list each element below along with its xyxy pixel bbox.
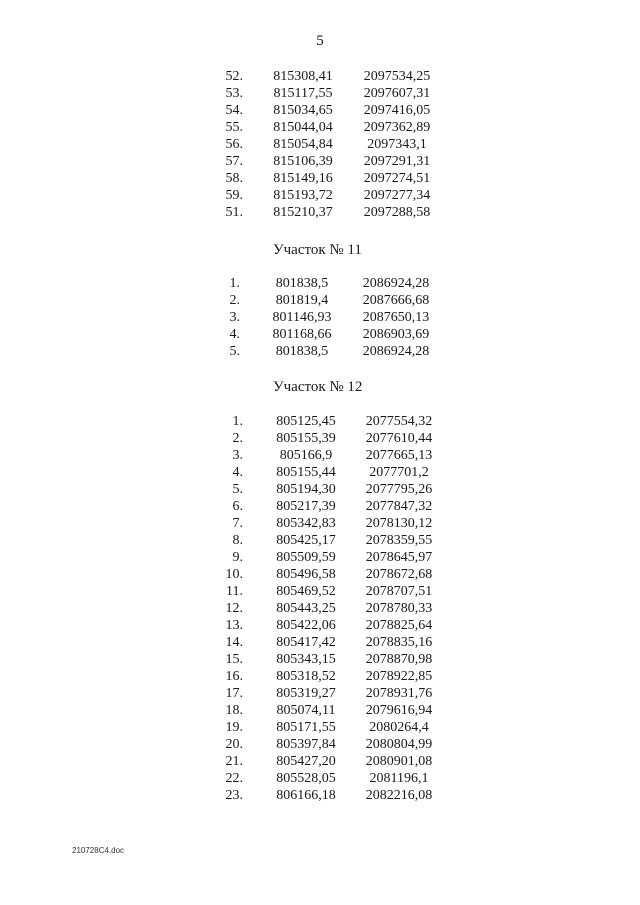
y-coordinate: 2080804,99 xyxy=(365,737,433,752)
table-row xyxy=(0,498,640,515)
table-row xyxy=(0,787,640,804)
table-row xyxy=(0,770,640,787)
point-number: 58. xyxy=(225,171,243,186)
point-number: 4. xyxy=(232,465,243,480)
y-coordinate: 2078645,97 xyxy=(365,550,433,565)
x-coordinate: 801146,93 xyxy=(272,310,332,325)
y-coordinate: 2080264,4 xyxy=(369,720,429,735)
y-coordinate: 2097277,34 xyxy=(363,188,431,203)
point-number: 21. xyxy=(225,754,243,769)
x-coordinate: 801838,5 xyxy=(275,276,329,291)
table-row xyxy=(0,481,640,498)
point-number: 2. xyxy=(229,293,240,308)
x-coordinate: 805166,9 xyxy=(279,448,333,463)
x-coordinate: 815308,41 xyxy=(273,69,333,84)
y-coordinate: 2078870,98 xyxy=(365,652,433,667)
point-number: 8. xyxy=(232,533,243,548)
x-coordinate: 815193,72 xyxy=(273,188,333,203)
point-number: 10. xyxy=(225,567,243,582)
table-row xyxy=(0,326,640,343)
y-coordinate: 2078922,85 xyxy=(365,669,433,684)
point-number: 5. xyxy=(229,344,240,359)
point-number: 13. xyxy=(225,618,243,633)
table-row xyxy=(0,634,640,651)
x-coordinate: 805509,59 xyxy=(276,550,336,565)
x-coordinate: 805318,52 xyxy=(276,669,336,684)
y-coordinate: 2078780,33 xyxy=(365,601,433,616)
table-row xyxy=(0,566,640,583)
y-coordinate: 2077795,26 xyxy=(365,482,433,497)
x-coordinate: 805397,84 xyxy=(276,737,336,752)
y-coordinate: 2077610,44 xyxy=(365,431,433,446)
table-row xyxy=(0,204,640,221)
point-number: 1. xyxy=(232,414,243,429)
x-coordinate: 815106,39 xyxy=(273,154,333,169)
y-coordinate: 2087666,68 xyxy=(362,293,430,308)
point-number: 51. xyxy=(225,205,243,220)
point-number: 16. xyxy=(225,669,243,684)
table-row xyxy=(0,668,640,685)
point-number: 59. xyxy=(225,188,243,203)
table-row xyxy=(0,430,640,447)
point-number: 14. xyxy=(225,635,243,650)
point-number: 20. xyxy=(225,737,243,752)
table-row xyxy=(0,187,640,204)
x-coordinate: 815034,65 xyxy=(273,103,333,118)
y-coordinate: 2080901,08 xyxy=(365,754,433,769)
x-coordinate: 805217,39 xyxy=(276,499,336,514)
y-coordinate: 2097607,31 xyxy=(363,86,431,101)
x-coordinate: 805528,05 xyxy=(276,771,336,786)
x-coordinate: 805425,17 xyxy=(276,533,336,548)
x-coordinate: 806166,18 xyxy=(276,788,336,803)
file-name-footer: 210728C4.doc xyxy=(72,846,125,855)
x-coordinate: 815149,16 xyxy=(273,171,333,186)
y-coordinate: 2086924,28 xyxy=(362,276,430,291)
table-row xyxy=(0,102,640,119)
x-coordinate: 805469,52 xyxy=(276,584,336,599)
y-coordinate: 2078835,16 xyxy=(365,635,433,650)
table-row xyxy=(0,170,640,187)
y-coordinate: 2097416,05 xyxy=(363,103,431,118)
x-coordinate: 805343,15 xyxy=(276,652,336,667)
x-coordinate: 805074,11 xyxy=(276,703,336,718)
point-number: 2. xyxy=(232,431,243,446)
coordinate-table-continuation xyxy=(0,68,640,221)
point-number: 4. xyxy=(229,327,240,342)
x-coordinate: 805171,55 xyxy=(276,720,336,735)
point-number: 12. xyxy=(225,601,243,616)
table-row xyxy=(0,515,640,532)
section-heading-plot-12: Участок № 12 xyxy=(273,379,363,395)
point-number: 7. xyxy=(232,516,243,531)
y-coordinate: 2097362,89 xyxy=(363,120,431,135)
y-coordinate: 2078707,51 xyxy=(365,584,433,599)
point-number: 15. xyxy=(225,652,243,667)
point-number: 3. xyxy=(232,448,243,463)
point-number: 11. xyxy=(226,584,243,599)
point-number: 17. xyxy=(225,686,243,701)
point-number: 54. xyxy=(225,103,243,118)
y-coordinate: 2097291,31 xyxy=(363,154,431,169)
point-number: 1. xyxy=(229,276,240,291)
y-coordinate: 2078672,68 xyxy=(365,567,433,582)
y-coordinate: 2078130,12 xyxy=(365,516,433,531)
coordinate-table-plot-11 xyxy=(0,275,640,360)
x-coordinate: 815117,55 xyxy=(273,86,333,101)
x-coordinate: 815054,84 xyxy=(273,137,333,152)
y-coordinate: 2078825,64 xyxy=(365,618,433,633)
point-number: 53. xyxy=(225,86,243,101)
table-row xyxy=(0,702,640,719)
x-coordinate: 805422,06 xyxy=(276,618,336,633)
y-coordinate: 2087650,13 xyxy=(362,310,430,325)
table-row xyxy=(0,275,640,292)
y-coordinate: 2082216,08 xyxy=(365,788,433,803)
table-row xyxy=(0,464,640,481)
table-row xyxy=(0,136,640,153)
point-number: 9. xyxy=(232,550,243,565)
y-coordinate: 2078359,55 xyxy=(365,533,433,548)
table-row xyxy=(0,532,640,549)
y-coordinate: 2086903,69 xyxy=(362,327,430,342)
table-row xyxy=(0,292,640,309)
y-coordinate: 2081196,1 xyxy=(369,771,429,786)
table-row xyxy=(0,85,640,102)
table-row xyxy=(0,549,640,566)
y-coordinate: 2097288,58 xyxy=(363,205,431,220)
x-coordinate: 805319,27 xyxy=(276,686,336,701)
point-number: 57. xyxy=(225,154,243,169)
point-number: 5. xyxy=(232,482,243,497)
y-coordinate: 2086924,28 xyxy=(362,344,430,359)
section-heading-plot-11: Участок № 11 xyxy=(273,242,362,258)
y-coordinate: 2097534,25 xyxy=(363,69,431,84)
page-number: 5 xyxy=(316,33,324,49)
y-coordinate: 2078931,76 xyxy=(365,686,433,701)
y-coordinate: 2097274,51 xyxy=(363,171,431,186)
table-row xyxy=(0,736,640,753)
table-row xyxy=(0,617,640,634)
table-row xyxy=(0,583,640,600)
x-coordinate: 805427,20 xyxy=(276,754,336,769)
table-row xyxy=(0,309,640,326)
table-row xyxy=(0,651,640,668)
point-number: 55. xyxy=(225,120,243,135)
point-number: 18. xyxy=(225,703,243,718)
point-number: 6. xyxy=(232,499,243,514)
table-row xyxy=(0,153,640,170)
x-coordinate: 815044,04 xyxy=(273,120,333,135)
y-coordinate: 2077701,2 xyxy=(369,465,429,480)
x-coordinate: 801168,66 xyxy=(272,327,332,342)
point-number: 3. xyxy=(229,310,240,325)
x-coordinate: 805496,58 xyxy=(276,567,336,582)
point-number: 22. xyxy=(225,771,243,786)
table-row xyxy=(0,719,640,736)
table-row xyxy=(0,685,640,702)
table-row xyxy=(0,600,640,617)
y-coordinate: 2077554,32 xyxy=(365,414,433,429)
table-row xyxy=(0,753,640,770)
coordinate-table-plot-12 xyxy=(0,413,640,804)
x-coordinate: 805155,39 xyxy=(276,431,336,446)
x-coordinate: 805443,25 xyxy=(276,601,336,616)
table-row xyxy=(0,447,640,464)
table-row xyxy=(0,343,640,360)
y-coordinate: 2077847,32 xyxy=(365,499,433,514)
point-number: 52. xyxy=(225,69,243,84)
x-coordinate: 815210,37 xyxy=(273,205,333,220)
table-row xyxy=(0,119,640,136)
point-number: 23. xyxy=(225,788,243,803)
point-number: 19. xyxy=(225,720,243,735)
y-coordinate: 2097343,1 xyxy=(367,137,427,152)
table-row xyxy=(0,68,640,85)
y-coordinate: 2077665,13 xyxy=(365,448,433,463)
x-coordinate: 805194,30 xyxy=(276,482,336,497)
x-coordinate: 805417,42 xyxy=(276,635,336,650)
table-row xyxy=(0,413,640,430)
x-coordinate: 805155,44 xyxy=(276,465,336,480)
point-number: 56. xyxy=(225,137,243,152)
x-coordinate: 801838,5 xyxy=(275,344,329,359)
y-coordinate: 2079616,94 xyxy=(365,703,433,718)
x-coordinate: 805125,45 xyxy=(276,414,336,429)
x-coordinate: 805342,83 xyxy=(276,516,336,531)
x-coordinate: 801819,4 xyxy=(275,293,329,308)
